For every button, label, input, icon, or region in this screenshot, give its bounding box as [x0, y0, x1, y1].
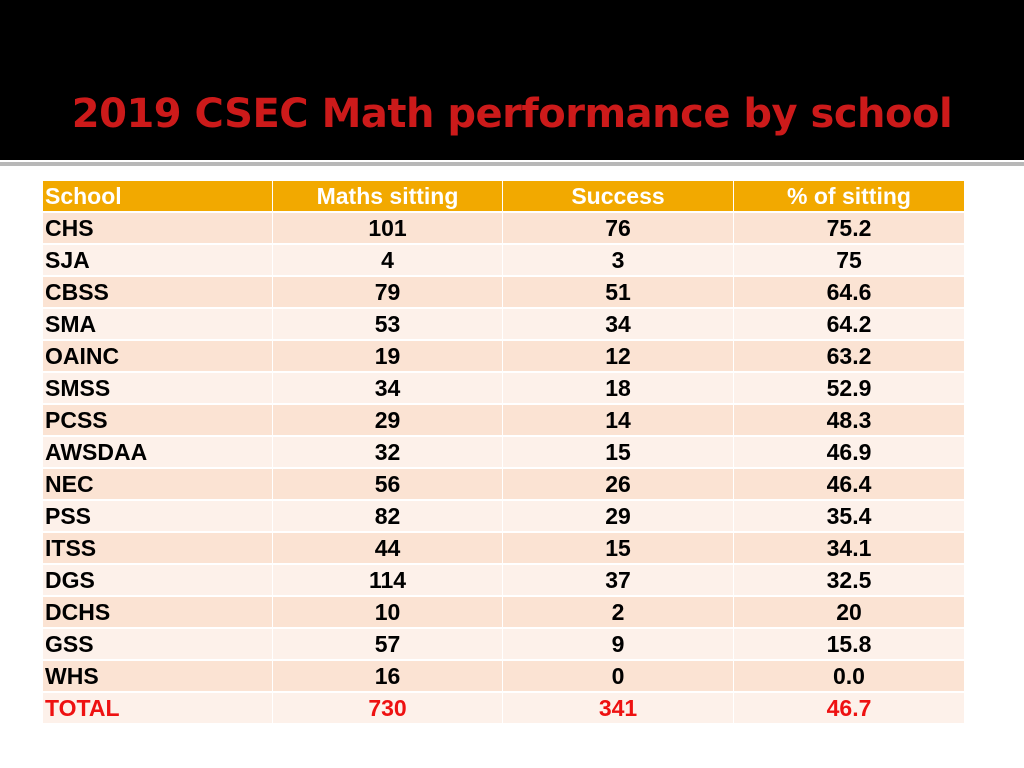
cell-maths-sitting: 57: [273, 628, 503, 660]
total-cell-maths-sitting: 730: [273, 692, 503, 724]
header-maths-sitting: Maths sitting: [273, 181, 503, 213]
cell-success: 34: [503, 308, 734, 340]
cell-success: 29: [503, 500, 734, 532]
cell-success: 14: [503, 404, 734, 436]
cell-success: 26: [503, 468, 734, 500]
cell-maths-sitting: 19: [273, 340, 503, 372]
table-row: [43, 660, 965, 692]
table-body: [43, 212, 965, 724]
results-table-wrapper: [42, 180, 964, 725]
total-row: [43, 692, 965, 724]
cell-percent-of-sitting: 52.9: [734, 372, 965, 404]
cell-school: SMSS: [43, 372, 273, 404]
cell-maths-sitting: 4: [273, 244, 503, 276]
cell-success: 2: [503, 596, 734, 628]
cell-maths-sitting: 29: [273, 404, 503, 436]
table-row: [43, 596, 965, 628]
cell-percent-of-sitting: 64.6: [734, 276, 965, 308]
cell-success: 9: [503, 628, 734, 660]
table-row: [43, 564, 965, 596]
cell-school: SJA: [43, 244, 273, 276]
header-success: Success: [503, 181, 734, 213]
cell-maths-sitting: 10: [273, 596, 503, 628]
cell-percent-of-sitting: 75.2: [734, 212, 965, 244]
header-school: School: [43, 181, 273, 213]
cell-percent-of-sitting: 15.8: [734, 628, 965, 660]
cell-maths-sitting: 56: [273, 468, 503, 500]
cell-school: SMA: [43, 308, 273, 340]
table-row: [43, 308, 965, 340]
results-table: [42, 180, 965, 725]
total-cell-school: TOTAL: [43, 692, 273, 724]
cell-percent-of-sitting: 0.0: [734, 660, 965, 692]
cell-success: 15: [503, 532, 734, 564]
cell-success: 37: [503, 564, 734, 596]
cell-school: CHS: [43, 212, 273, 244]
cell-percent-of-sitting: 64.2: [734, 308, 965, 340]
table-row: [43, 244, 965, 276]
table-row: [43, 404, 965, 436]
total-cell-success: 341: [503, 692, 734, 724]
cell-success: 76: [503, 212, 734, 244]
cell-success: 15: [503, 436, 734, 468]
cell-success: 3: [503, 244, 734, 276]
cell-school: GSS: [43, 628, 273, 660]
total-cell-percent-of-sitting: 46.7: [734, 692, 965, 724]
cell-maths-sitting: 34: [273, 372, 503, 404]
cell-success: 18: [503, 372, 734, 404]
cell-percent-of-sitting: 48.3: [734, 404, 965, 436]
divider-rule: [0, 162, 1024, 166]
cell-school: PCSS: [43, 404, 273, 436]
cell-maths-sitting: 32: [273, 436, 503, 468]
table-row: [43, 212, 965, 244]
cell-percent-of-sitting: 75: [734, 244, 965, 276]
cell-school: ITSS: [43, 532, 273, 564]
header-row: [43, 181, 965, 213]
cell-percent-of-sitting: 34.1: [734, 532, 965, 564]
cell-percent-of-sitting: 32.5: [734, 564, 965, 596]
table-row: [43, 628, 965, 660]
cell-percent-of-sitting: 63.2: [734, 340, 965, 372]
slide-title: 2019 CSEC Math performance by school: [71, 91, 953, 137]
cell-maths-sitting: 79: [273, 276, 503, 308]
cell-maths-sitting: 114: [273, 564, 503, 596]
cell-school: PSS: [43, 500, 273, 532]
cell-school: NEC: [43, 468, 273, 500]
cell-success: 0: [503, 660, 734, 692]
cell-success: 12: [503, 340, 734, 372]
cell-school: OAINC: [43, 340, 273, 372]
cell-school: WHS: [43, 660, 273, 692]
cell-maths-sitting: 16: [273, 660, 503, 692]
cell-school: DGS: [43, 564, 273, 596]
cell-percent-of-sitting: 20: [734, 596, 965, 628]
table-row: [43, 500, 965, 532]
cell-maths-sitting: 82: [273, 500, 503, 532]
table-row: [43, 532, 965, 564]
cell-success: 51: [503, 276, 734, 308]
table-row: [43, 468, 965, 500]
cell-maths-sitting: 101: [273, 212, 503, 244]
table-row: [43, 372, 965, 404]
cell-school: DCHS: [43, 596, 273, 628]
cell-percent-of-sitting: 46.4: [734, 468, 965, 500]
table-row: [43, 436, 965, 468]
header-percent-of-sitting: % of sitting: [734, 181, 965, 213]
cell-school: CBSS: [43, 276, 273, 308]
cell-percent-of-sitting: 35.4: [734, 500, 965, 532]
cell-percent-of-sitting: 46.9: [734, 436, 965, 468]
cell-maths-sitting: 53: [273, 308, 503, 340]
cell-school: AWSDAA: [43, 436, 273, 468]
cell-maths-sitting: 44: [273, 532, 503, 564]
table-row: [43, 340, 965, 372]
table-row: [43, 276, 965, 308]
